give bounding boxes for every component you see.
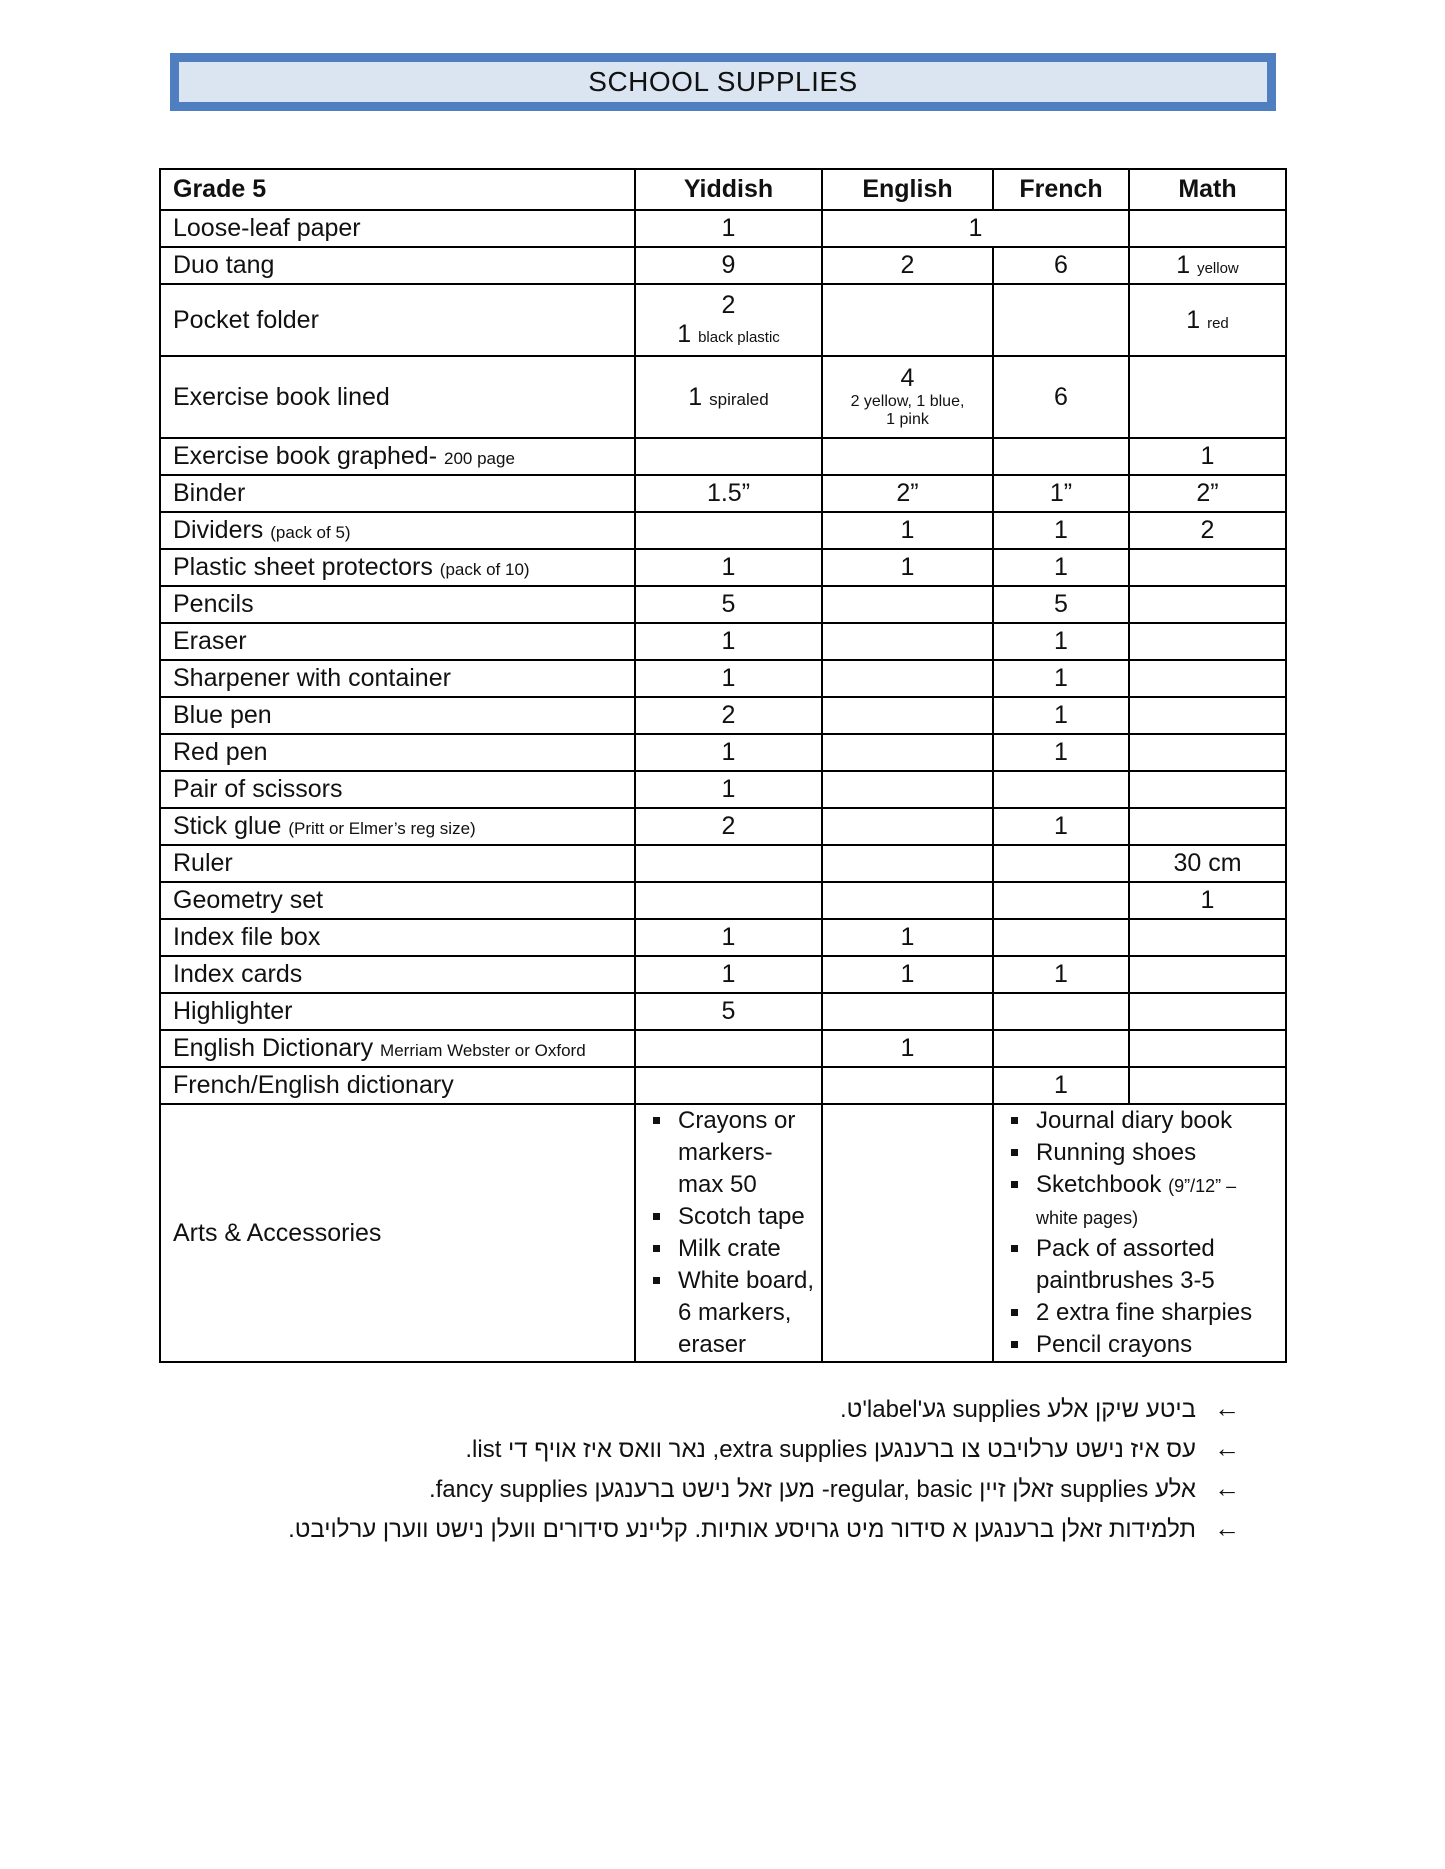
math-cell (1129, 660, 1286, 697)
item-label (160, 438, 635, 475)
item-label: Sharpener with container (160, 660, 635, 697)
yiddish-cell (635, 1030, 822, 1067)
table-row (160, 845, 1286, 882)
french-math-cell (993, 1104, 1286, 1362)
english-note-2: 1 pink (886, 411, 929, 429)
yiddish-cell: 1.5” (635, 475, 822, 512)
french-cell: 1 (993, 734, 1129, 771)
math-header: Math (1129, 169, 1286, 210)
math-note: yellow (1197, 260, 1239, 277)
french-cell: 1 (993, 808, 1129, 845)
table-row (160, 438, 1286, 475)
french-cell (993, 771, 1129, 808)
yiddish-cell: 1 (635, 919, 822, 956)
note-text: עס איז נישט ערלויבט צו ברענגען extra supplies, נאר וואס איז אויף די list. (465, 1436, 1196, 1463)
french-cell: 1” (993, 475, 1129, 512)
list-item: ▪ Scotch tape (674, 1201, 817, 1233)
yiddish-cell: 2 (635, 808, 822, 845)
yiddish-cell: 1 (635, 771, 822, 808)
math-cell: 2 (1129, 512, 1286, 549)
table-row (160, 956, 1286, 993)
math-cell (1129, 356, 1286, 438)
yiddish-cell: 1 (635, 623, 822, 660)
yiddish-note: spiraled (709, 389, 769, 409)
yiddish-cell: 1 (635, 956, 822, 993)
item-label (160, 1030, 635, 1067)
item-label: Blue pen (160, 697, 635, 734)
item-label-note: (pack of 10) (439, 560, 530, 579)
note-text: אלע supplies זאלן זיין regular, basic- מען זאל נישט ברענגען fancy supplies. (428, 1476, 1196, 1503)
english-cell: 1 (822, 919, 993, 956)
table-row (160, 919, 1286, 956)
header-row (160, 169, 1286, 210)
english-cell: 1 (822, 512, 993, 549)
english-value: 4 (900, 364, 915, 393)
table-row (160, 697, 1286, 734)
notes-section (280, 1388, 1240, 1548)
item-label: Pencils (160, 586, 635, 623)
english-cell (822, 882, 993, 919)
note-line (280, 1508, 1240, 1548)
yiddish-cell (635, 356, 822, 438)
math-cell: 1 (1129, 882, 1286, 919)
note-text: תלמידות זאלן ברענגען א סידור מיט גרויסע אותיות. קליינע סידורים וועלן נישט ווערן ערלויבט. (288, 1516, 1196, 1543)
yiddish-cell (635, 882, 822, 919)
table-row (160, 475, 1286, 512)
math-cell: 30 cm (1129, 845, 1286, 882)
french-cell: 1 (993, 623, 1129, 660)
english-note-1: 2 yellow, 1 blue, (850, 392, 965, 410)
french-cell: 1 (993, 956, 1129, 993)
french-cell: 1 (993, 697, 1129, 734)
supplies-table (159, 168, 1287, 1363)
item-label-text: Plastic sheet protectors (173, 553, 433, 581)
english-cell (822, 356, 993, 438)
math-cell (1129, 210, 1286, 247)
yiddish-cell (635, 284, 822, 356)
item-label: Index cards (160, 956, 635, 993)
item-label: Geometry set (160, 882, 635, 919)
math-note: red (1207, 314, 1229, 332)
arrow-left-icon: ← (1214, 1473, 1240, 1503)
math-cell: 2” (1129, 475, 1286, 512)
table-row (160, 512, 1286, 549)
table-row (160, 1067, 1286, 1104)
french-arts-list (1000, 1105, 1255, 1361)
item-label (160, 808, 635, 845)
math-cell (1129, 993, 1286, 1030)
table-row (160, 549, 1286, 586)
english-french-cell: 1 (822, 210, 1129, 247)
french-cell: 1 (993, 1067, 1129, 1104)
item-label: Index file box (160, 919, 635, 956)
math-cell (1129, 1067, 1286, 1104)
grade-header: Grade 5 (160, 169, 635, 210)
item-label-text: Stick glue (173, 812, 282, 840)
yiddish-cell: 9 (635, 247, 822, 284)
table-row (160, 284, 1286, 356)
item-label-note: (Pritt or Elmer’s reg size) (288, 819, 476, 838)
list-item (1032, 1169, 1255, 1233)
table-row (160, 586, 1286, 623)
table-row-arts (160, 1104, 1286, 1362)
item-label: Arts & Accessories (160, 1104, 635, 1362)
french-cell: 1 (993, 660, 1129, 697)
list-item: ▪ White board, 6 markers, eraser (674, 1265, 817, 1361)
item-label: Ruler (160, 845, 635, 882)
math-cell (1129, 697, 1286, 734)
math-cell (1129, 623, 1286, 660)
note-text: ביטע שיקן אלע supplies גע'label'ט. (839, 1396, 1196, 1423)
yiddish-cell: 5 (635, 586, 822, 623)
item-label: Highlighter (160, 993, 635, 1030)
yiddish-value: 1 (688, 382, 703, 411)
item-label: Pair of scissors (160, 771, 635, 808)
english-cell (822, 284, 993, 356)
list-item: ▪ Journal diary book (1032, 1105, 1255, 1137)
french-cell (993, 919, 1129, 956)
yiddish-cell: 2 (635, 697, 822, 734)
table-row (160, 247, 1286, 284)
english-cell (822, 586, 993, 623)
table-row (160, 993, 1286, 1030)
french-cell (993, 1030, 1129, 1067)
english-cell (822, 734, 993, 771)
table-row (160, 734, 1286, 771)
english-header: English (822, 169, 993, 210)
french-cell (993, 845, 1129, 882)
math-cell (1129, 771, 1286, 808)
math-cell (1129, 808, 1286, 845)
math-cell (1129, 247, 1286, 284)
table-row (160, 808, 1286, 845)
list-item: ▪ Running shoes (1032, 1137, 1255, 1169)
french-cell (993, 438, 1129, 475)
english-cell (822, 438, 993, 475)
page-title: SCHOOL SUPPLIES (170, 53, 1276, 111)
yiddish-cell (635, 438, 822, 475)
table-row (160, 210, 1286, 247)
yiddish-arts-list (642, 1105, 817, 1361)
table-row (160, 1030, 1286, 1067)
yiddish-cell: 5 (635, 993, 822, 1030)
yiddish-top-value: 2 (721, 291, 736, 320)
math-cell: 1 (1129, 438, 1286, 475)
list-item: ▪ 2 extra fine sharpies (1032, 1297, 1255, 1329)
yiddish-cell (635, 1067, 822, 1104)
french-cell: 1 (993, 549, 1129, 586)
yiddish-cell (635, 512, 822, 549)
english-cell: 1 (822, 956, 993, 993)
math-cell (1129, 919, 1286, 956)
english-cell (822, 1104, 993, 1362)
table-row (160, 623, 1286, 660)
arrow-left-icon: ← (1214, 1433, 1240, 1463)
english-cell: 2 (822, 247, 993, 284)
french-cell (993, 993, 1129, 1030)
yiddish-cell (635, 1104, 822, 1362)
item-label: Loose-leaf paper (160, 210, 635, 247)
list-item: ▪ Pencil crayons (1032, 1329, 1255, 1361)
french-cell (993, 284, 1129, 356)
english-cell (822, 808, 993, 845)
english-cell (822, 660, 993, 697)
yiddish-cell: 1 (635, 549, 822, 586)
math-cell (1129, 284, 1286, 356)
yiddish-header: Yiddish (635, 169, 822, 210)
yiddish-note: black plastic (698, 329, 780, 346)
note-line (280, 1388, 1240, 1428)
item-label: French/English dictionary (160, 1067, 635, 1104)
item-label-note: Merriam Webster or Oxford (380, 1041, 586, 1060)
english-cell: 2” (822, 475, 993, 512)
french-cell: 5 (993, 586, 1129, 623)
math-value: 1 (1176, 251, 1191, 279)
english-cell (822, 993, 993, 1030)
math-cell (1129, 1030, 1286, 1067)
table-row (160, 356, 1286, 438)
item-label: Red pen (160, 734, 635, 771)
yiddish-cell: 1 (635, 660, 822, 697)
yiddish-bottom-value: 1 (677, 320, 692, 348)
english-cell: 1 (822, 1030, 993, 1067)
table-row (160, 660, 1286, 697)
list-item: ▪ Milk crate (674, 1233, 817, 1265)
item-label: Pocket folder (160, 284, 635, 356)
math-cell (1129, 549, 1286, 586)
english-cell (822, 697, 993, 734)
yiddish-cell: 1 (635, 734, 822, 771)
french-cell (993, 882, 1129, 919)
list-item-text: Sketchbook (1036, 1171, 1162, 1198)
list-item-note: (9”/12” – white pages) (1036, 1176, 1237, 1228)
english-cell (822, 1067, 993, 1104)
math-cell (1129, 956, 1286, 993)
english-cell (822, 623, 993, 660)
item-label: Duo tang (160, 247, 635, 284)
yiddish-cell: 1 (635, 210, 822, 247)
english-cell (822, 845, 993, 882)
item-label-text: Exercise book graphed- (173, 442, 438, 470)
french-cell: 6 (993, 247, 1129, 284)
item-label-text: Dividers (173, 516, 264, 544)
item-label (160, 512, 635, 549)
item-label: Exercise book lined (160, 356, 635, 438)
item-label: Eraser (160, 623, 635, 660)
math-cell (1129, 586, 1286, 623)
yiddish-cell (635, 845, 822, 882)
arrow-left-icon: ← (1214, 1513, 1240, 1543)
item-label-note: 200 page (444, 449, 515, 468)
item-label-note: (pack of 5) (270, 523, 351, 542)
french-cell: 1 (993, 512, 1129, 549)
arrow-left-icon: ← (1214, 1393, 1240, 1423)
note-line (280, 1468, 1240, 1508)
list-item: ▪ Crayons or markers- max 50 (674, 1105, 817, 1201)
table-row (160, 771, 1286, 808)
list-item: ▪ Pack of assorted paintbrushes 3-5 (1032, 1233, 1255, 1297)
math-cell (1129, 734, 1286, 771)
french-header: French (993, 169, 1129, 210)
item-label-text: English Dictionary (173, 1034, 374, 1062)
math-value: 1 (1186, 305, 1201, 334)
english-cell (822, 771, 993, 808)
table-row (160, 882, 1286, 919)
french-cell: 6 (993, 356, 1129, 438)
english-cell: 1 (822, 549, 993, 586)
item-label (160, 549, 635, 586)
item-label: Binder (160, 475, 635, 512)
note-line (280, 1428, 1240, 1468)
